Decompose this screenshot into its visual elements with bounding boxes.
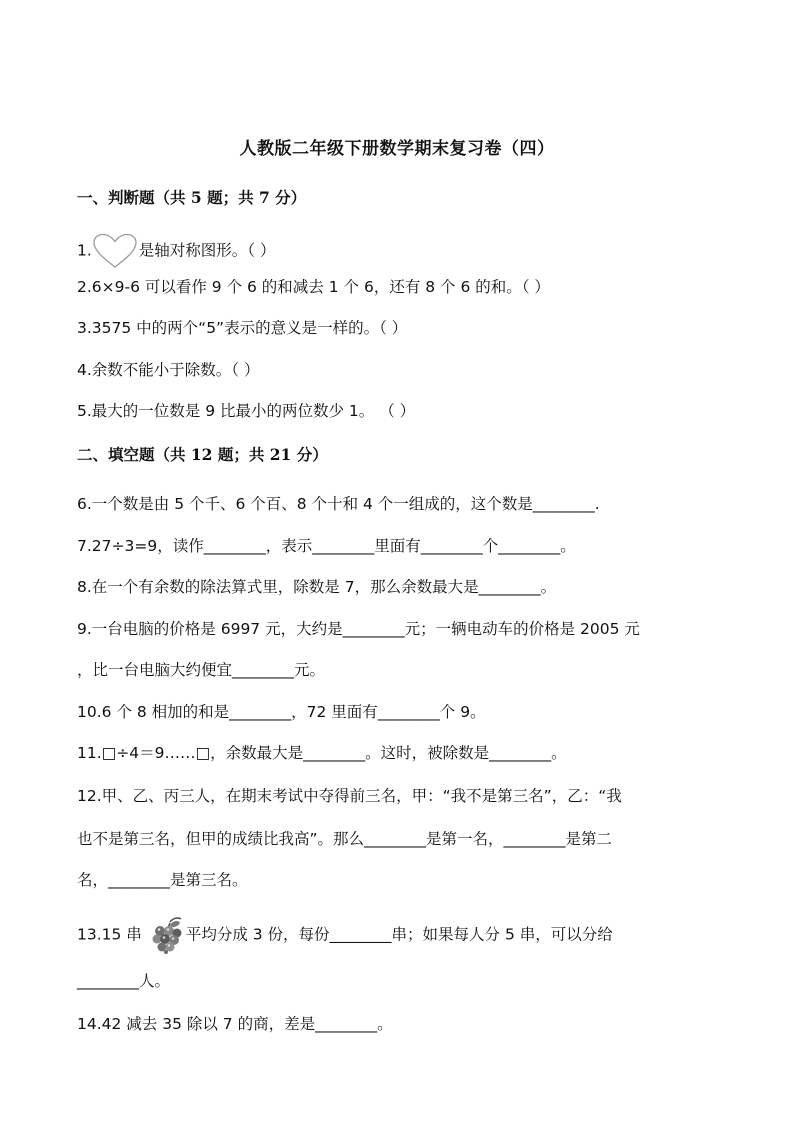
question-14: 14.42 减去 35 除以 7 的商，差是________。 — [77, 1015, 393, 1033]
question-7: 7.27÷3=9，读作________，表示________里面有________个________。 — [77, 537, 576, 555]
question-10: 10.6 个 8 相加的和是________，72 里面有________个 9。 — [77, 703, 486, 721]
question-1 — [77, 233, 275, 269]
section-heading-fill-blank: 二、填空题（共 12 题；共 21 分） — [77, 445, 328, 464]
question-1-text: 是轴对称图形。（ ） — [138, 241, 276, 260]
question-13-number: 13.15 串 — [77, 925, 142, 944]
page-title: 人教版二年级下册数学期末复习卷（四） — [239, 139, 555, 159]
question-12-line-3: 名，________是第三名。 — [77, 871, 248, 889]
question-13-text: 平均分成 3 份，每份________串；如果每人分 5 串，可以分给 — [185, 925, 613, 944]
question-6: 6.一个数是由 5 个千、6 个百、8 个十和 4 个一组成的，这个数是________. — [77, 495, 600, 513]
question-4: 4.余数不能小于除数。（ ） — [77, 361, 260, 379]
question-9-line-2: ，比一台电脑大约便宜________元。 — [77, 661, 326, 679]
question-2: 2.6×9-6 可以看作 9 个 6 的和减去 1 个 6，还有 8 个 6 的和。（ ） — [77, 278, 550, 296]
question-12-line-1: 12.甲、乙、丙三人，在期末考试中夺得前三名，甲：“我不是第三名”，乙：“我 — [77, 787, 622, 805]
question-11: 11.□÷4＝9……□，余数最大是________。这时，被除数是________。 — [77, 744, 567, 762]
question-9-line-1: 9.一台电脑的价格是 6997 元，大约是________元；一辆电动车的价格是 2005 元 — [77, 620, 640, 638]
question-8: 8.在一个有余数的除法算式里，除数是 7，那么余数最大是________。 — [77, 578, 557, 596]
question-13-line-1 — [77, 916, 613, 954]
section-heading-judgment: 一、判断题（共 5 题；共 7 分） — [77, 188, 307, 207]
grape-bunch-icon — [150, 916, 184, 954]
question-12-line-2: 也不是第三名，但甲的成绩比我高”。那么________是第一名，________是第二 — [77, 830, 613, 848]
question-5: 5.最大的一位数是 9 比最小的两位数少 1。 （ ） — [77, 402, 416, 420]
question-13-line-2: ________人。 — [77, 972, 171, 990]
heart-icon — [92, 233, 138, 269]
question-3: 3.3575 中的两个“5”表示的意义是一样的。（ ） — [77, 319, 408, 337]
question-1-number: 1. — [77, 241, 92, 260]
